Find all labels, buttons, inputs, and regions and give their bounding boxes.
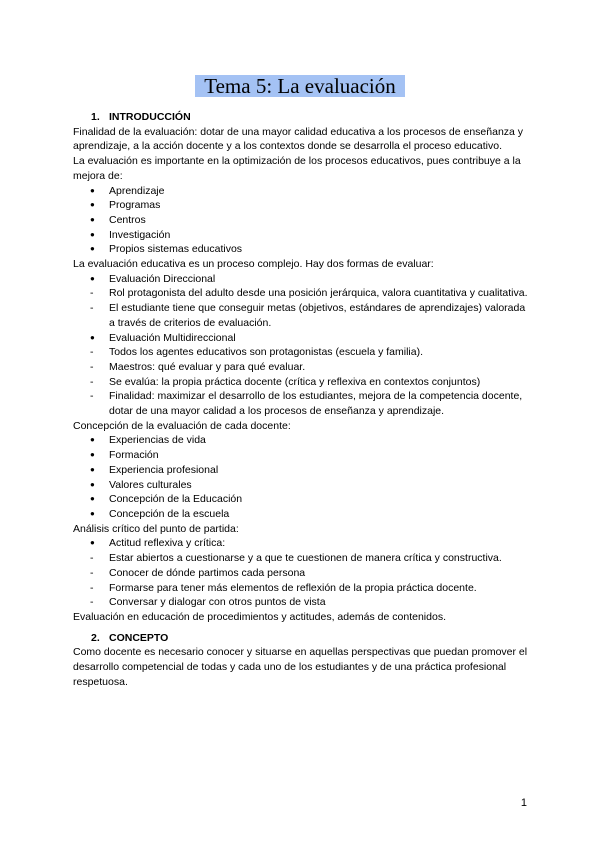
paragraph: Concepción de la evaluación de cada docente: [73,419,291,432]
list-item-text: Maestros: qué evaluar y para qué evaluar. [109,360,306,373]
bullet-marker-icon: ● [90,229,95,239]
list-item-text: Propios sistemas educativos [109,243,243,256]
bullet-marker-icon: ● [90,332,95,342]
bullet-item [73,272,533,287]
list-item-text: Centros [109,213,146,226]
dash-item [73,360,533,375]
list-item-text: Actitud reflexiva y crítica: [109,537,226,550]
bullet-marker-icon: ● [90,435,95,445]
bullet-marker-icon: ● [90,244,95,254]
list-item-text: Concepción de la Educación [109,493,243,506]
bullet-item [73,492,533,507]
dash-item [73,286,533,301]
paragraph: Finalidad de la evaluación: dotar de una mayor calidad educativa a los procesos de enseñanza y aprendizaje, a la acción docente y a los contextos donde se desarrolla el proceso educativo. [73,125,524,153]
dash-item [73,389,533,418]
bullet-marker-icon: ● [90,479,95,489]
list-item-text: El estudiante tiene que conseguir metas (objetivos, estándares de aprendizajes) valorada a través de criterios de evaluación. [109,302,526,329]
bullet-item [73,242,533,257]
paragraph: Análisis crítico del punto de partida: [73,522,239,535]
paragraph: La evaluación es importante en la optimización de los procesos educativos, pues contribuye a la mejora de: [73,155,521,182]
bullet-marker-icon: ● [90,494,95,504]
section-heading [73,631,533,646]
bullet-item [73,213,533,228]
dash-marker-icon: - [90,360,94,373]
bullet-item [73,463,533,478]
dash-marker-icon: - [90,581,94,594]
bullet-item [73,184,533,199]
bullet-marker-icon: ● [90,450,95,460]
bullet-marker-icon: ● [90,185,95,195]
list-item-text: Finalidad: maximizar el desarrollo de los estudiantes, mejora de la competencia docente, dotar de una mayor calidad a los procesos de enseñanza y aprendizaje. [109,390,523,418]
bullet-marker-icon: ● [90,273,95,283]
bullet-item [73,228,533,243]
dash-marker-icon: - [90,552,94,565]
dash-marker-icon: - [90,596,94,609]
paragraph: Evaluación en educación de procedimientos y actitudes, además de contenidos. [73,610,446,623]
section-number: 2. [91,631,100,644]
list-item-text: Experiencia profesional [109,463,219,476]
dash-item [73,551,533,566]
list-item-text: Se evalúa: la propia práctica docente (crítica y reflexiva en contextos conjuntos) [109,375,481,388]
list-item-text: Formarse para tener más elementos de reflexión de la propia práctica docente. [109,581,477,594]
document-body [73,110,533,689]
list-item-text: Experiencias de vida [109,434,206,447]
dash-item [73,566,533,581]
list-item-text: Evaluación Direccional [109,272,216,285]
bullet-item [73,507,533,522]
section-title: INTRODUCCIÓN [109,111,191,123]
document-title: Tema 5: La evaluación [195,75,405,97]
list-item-text: Investigación [109,228,171,241]
dash-item [73,345,533,360]
page-number: 1 [520,797,527,809]
paragraph: La evaluación educativa es un proceso complejo. Hay dos formas de evaluar: [73,258,434,271]
section-heading [73,110,533,125]
dash-marker-icon: - [90,302,94,315]
list-item-text: Todos los agentes educativos son protagonistas (escuela y familia). [109,346,424,359]
section-number: 1. [91,111,100,123]
bullet-item [73,433,533,448]
list-item-text: Concepción de la escuela [109,507,230,520]
dash-item [73,581,533,596]
bullet-marker-icon: ● [90,508,95,518]
bullet-marker-icon: ● [90,538,95,548]
paragraph: Como docente es necesario conocer y situarse en aquellas perspectivas que puedan promover el desarrollo competencial de todas y cada uno de los estudiantes y de una práctica profesional respetuosa. [73,646,528,688]
bullet-item [73,331,533,346]
list-item-text: Rol protagonista del adulto desde una posición jerárquica, valora cuantitativa y cualitativa. [109,287,528,300]
list-item-text: Estar abiertos a cuestionarse y a que te cuestionen de manera crítica y constructiva. [109,552,502,565]
bullet-item [73,478,533,493]
bullet-item [73,448,533,463]
section-title: CONCEPTO [109,631,169,644]
list-item-text: Valores culturales [109,478,192,491]
list-item-text: Aprendizaje [109,184,165,197]
dash-item [73,375,533,390]
dash-marker-icon: - [90,346,94,359]
dash-marker-icon: - [90,566,94,579]
dash-marker-icon: - [90,287,94,300]
list-item-text: Conversar y dialogar con otros puntos de vista [109,596,326,609]
dash-marker-icon: - [90,390,94,403]
dash-item [73,301,533,330]
list-item-text: Evaluación Multidireccional [109,331,236,344]
dash-marker-icon: - [90,375,94,388]
bullet-marker-icon: ● [90,214,95,224]
list-item-text: Conocer de dónde partimos cada persona [109,566,306,579]
bullet-item [73,198,533,213]
bullet-item [73,536,533,551]
bullet-marker-icon: ● [90,200,95,210]
list-item-text: Programas [109,199,161,212]
bullet-marker-icon: ● [90,464,95,474]
dash-item [73,595,533,610]
list-item-text: Formación [109,449,159,462]
